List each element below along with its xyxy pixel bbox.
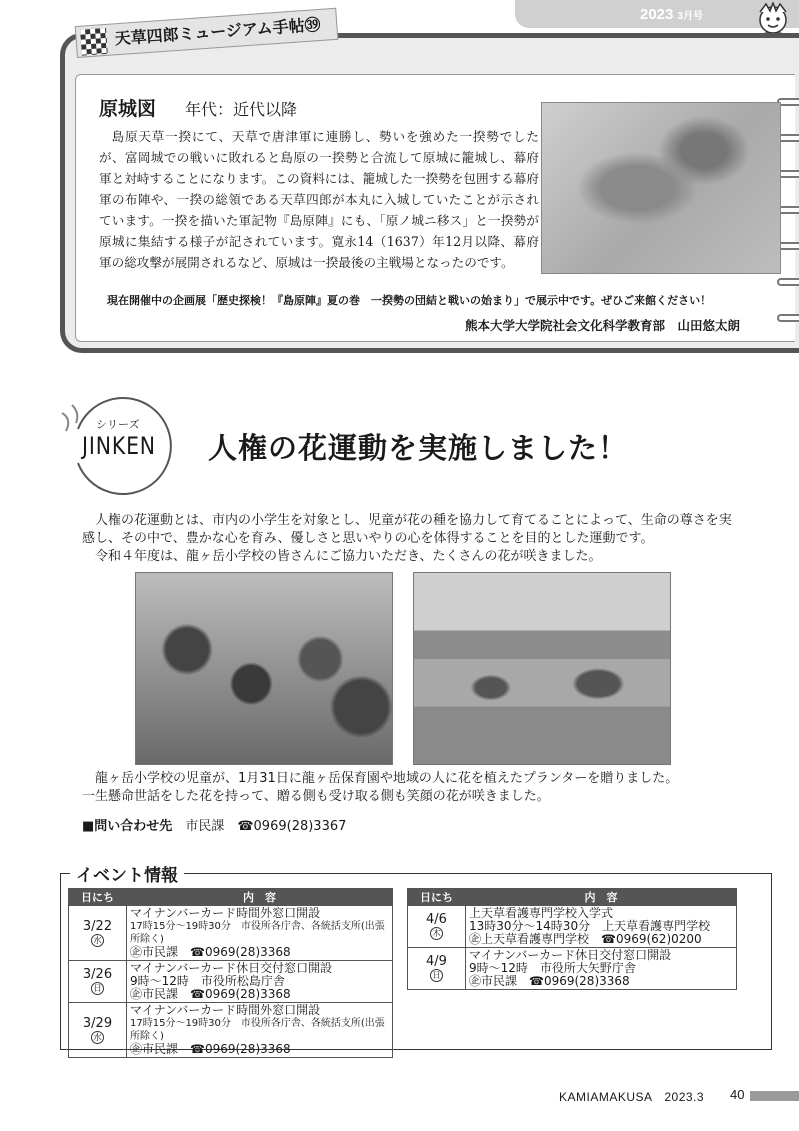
caption-line: 龍ヶ岳小学校の児童が、1月31日に龍ヶ岳保育園や地域の人に花を植えたプランターを贈りました。 <box>95 771 679 786</box>
col-content-header: 内 容 <box>127 889 393 906</box>
event-date: 4/6 木 <box>408 906 466 948</box>
jinken-title: 人権の花運動を実施しました！ <box>208 431 629 465</box>
col-date-header: 日にち <box>69 889 127 906</box>
contact-label: ■問い合わせ先 <box>82 819 173 834</box>
weekday-badge: 水 <box>91 934 104 947</box>
col-content-header: 内 容 <box>466 889 737 906</box>
event-row <box>69 1003 393 1058</box>
event-row <box>408 906 737 948</box>
event-row <box>408 948 737 990</box>
page-number: 40 <box>730 1087 745 1102</box>
jinken-body <box>82 512 742 566</box>
event-table-right <box>407 888 737 990</box>
contact-tel: ☎0969(28)3367 <box>237 819 347 834</box>
weekday-badge: 水 <box>91 1031 104 1044</box>
event-section-title: イベント情報 <box>70 861 184 886</box>
jinken-paragraph: 令和４年度は、龍ヶ岳小学校の皆さんにご協力いただき、たくさんの花が咲きました。 <box>95 549 602 564</box>
checker-icon <box>80 28 108 56</box>
event-content: マイナンバーカード時間外窓口開設 17時15分～19時30分 市役所各庁舎、各統括支所(出張所除く) ㊭市民課 ☎0969(28)3368 <box>127 906 393 961</box>
event-date: 3/26 日 <box>69 961 127 1003</box>
artifact-description: 島原天草一揆にて、天草で唐津軍に連勝し、勢いを強めた一揆勢でしたが、富岡城での戦いに敗れると島原の一揆勢と合流して原城に籠城し、幕府軍と対峙することになります。この資料には、籠城した一揆勢を包囲する幕府軍の布陣や、一揆の総領である天草四郎が本丸に入城していたことが示されています。一揆を描いた軍記物『島原陣』にも、「原ノ城ニ移ス」と一揆勢が原城に集結する様子が記されています。寛永14（1637）年12月以降、幕府軍の総攻撃が展開されるなど、原城は一揆最後の主戦場となったのです。 <box>99 129 539 270</box>
event-date: 4/9 日 <box>408 948 466 990</box>
footer-publication: KAMIAMAKUSA 2023.3 <box>559 1090 705 1104</box>
series-label: シリーズ <box>96 418 140 431</box>
artifact-title: 原城図 <box>99 98 157 120</box>
weekday-badge: 日 <box>430 969 443 982</box>
hara-castle-map-image <box>541 102 781 274</box>
event-table-left <box>68 888 393 1058</box>
caption-line: 一生懸命世話をした花を持って、贈る側も受け取る側も笑顔の花が咲きました。 <box>82 789 550 804</box>
weekday-badge: 日 <box>91 982 104 995</box>
jinken-paragraph: 人権の花運動とは、市内の小学生を対象とし、児童が花の種を協力して育てることによって、生命の尊さを実感し、その中で、豊かな心を育み、優しさと思いやりの心を体得することを目的とした運動です。 <box>82 513 732 546</box>
binder-ring-icon <box>777 278 799 286</box>
photo-caption <box>82 770 742 806</box>
event-content: マイナンバーカード休日交付窓口開設 9時～12時 市役所松島庁舎 ㊭市民課 ☎0969(28)3368 <box>127 961 393 1003</box>
article-author: 熊本大学大学院社会文化科学教育部 山田悠太朗 <box>465 318 741 333</box>
event-content: マイナンバーカード休日交付窓口開設 9時～12時 市役所大矢野庁舎 ㊭市民課 ☎0969(28)3368 <box>466 948 737 990</box>
issue-label: 2023 3月号 <box>640 6 704 23</box>
event-row <box>69 906 393 961</box>
contact-dept: 市民課 <box>185 819 225 834</box>
event-date: 3/29 水 <box>69 1003 127 1058</box>
exhibition-note: 現在開催中の企画展「歴史探検！『島原陣』夏の巻 一揆勢の団結と戦いの始まり」で展示中です。ぜひご来館ください！ <box>107 294 712 307</box>
weekday-badge: 木 <box>430 927 443 940</box>
event-content: 上天草看護専門学校入学式 13時30分～14時30分 上天草看護専門学校 ㊭上天草看護専門学校 ☎0969(62)0200 <box>466 906 737 948</box>
col-date-header: 日にち <box>408 889 466 906</box>
children-planting-photo <box>135 572 393 765</box>
event-content: マイナンバーカード時間外窓口開設 17時15分～19時30分 市役所各庁舎、各統括支所(出張所除く) ㊭市民課 ☎0969(28)3368 <box>127 1003 393 1058</box>
planter-gift-photo <box>413 572 671 765</box>
event-row <box>69 961 393 1003</box>
artifact-era: 年代：近代以降 <box>185 100 298 119</box>
contact-info <box>82 815 346 834</box>
museum-series-title: 天草四郎ミュージアム手帖㊴ <box>114 14 322 49</box>
binder-ring-icon <box>777 314 799 322</box>
footer-bar <box>750 1091 799 1101</box>
museum-series-tab <box>75 8 339 58</box>
event-date: 3/22 水 <box>69 906 127 961</box>
jinken-logo: JINKEN <box>82 432 156 460</box>
